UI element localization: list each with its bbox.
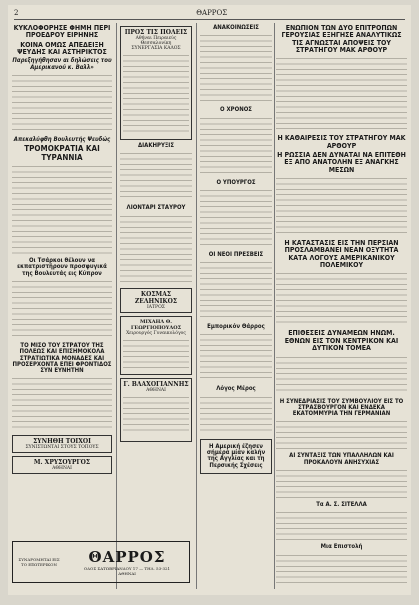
headline: Η ΚΑΤΑΣΤΑΣΙΣ ΕΙΣ ΤΗΝ ΠΕΡΣΙΑΝ ΠΡΟΣΛΑΜΒΑΝΕΙ ΝΕΑΝ ΟΞΥΤΗΤΑ ΚΑΤΑ ΛΟΓΟΥΣ ΑΜΕΡΙΚΑΝΙΚΟΥ ΠΟΛΕΜΙΚΟΥ bbox=[284, 239, 399, 270]
headline: ΤΟ ΜΙΣΟ ΤΟΥ ΣΤΡΑΤΟΥ ΤΗΣ ΠΟΛΕΩΣ ΚΑΙ ΕΠΙΣΗΜΟΚΟΛΑ ΣΤΡΑΤΙΩΤΙΚΑ ΜΟΝΑΔΕΣ ΚΑΙ ΠΡΟΣΕΡΧΟΝΤΑ ΕΠΕΙ ΦΡΟΝΤΙΔΟΣ ΣΥΝ ΕΥΝΗΤΗΝ bbox=[12, 341, 112, 375]
section-title: ΑΝΑΚΟΙΝΩΣΕΙΣ bbox=[213, 24, 259, 31]
notice-title: ΛΙΟΝΤΑΡΙ ΣΤΑΥΡΟΥ bbox=[126, 204, 186, 212]
notice-body bbox=[120, 151, 192, 201]
subhead: Ο ΥΠΟΥΡΓΟΣ bbox=[216, 178, 256, 186]
info-box bbox=[120, 26, 192, 140]
headline: Η ΣΥΝΕΔΡΙΑΣΙΣ ΤΟΥ ΣΥΜΒΟΥΛΙΟΥ ΕΙΣ ΤΟ ΣΤΡΑΣΒΟΥΡΓΟΝ ΚΑΙ ΕΝΔΕΚΑ ΕΚΑΤΟΜΜΥΡΙΑ ΤΗΝ ΓΕΡΜΑΝΙΑΝ bbox=[279, 397, 404, 418]
ad-title: ΜΙΧΑΗΛ Θ. ΓΕΩΡΓΙΟΠΟΥΛΟΣ bbox=[130, 318, 182, 331]
page-number: 2 bbox=[14, 9, 19, 17]
notice-text: Η Αμερική έζησεν σήμερα μίαν καλήν της Αγγλίας και τη Περσικής Σχέσεις bbox=[206, 442, 266, 469]
box-line: Θεσσαλονίκη bbox=[140, 41, 172, 46]
box-line: ΣΥΝΕΡΓΑΣΙΑ ΚΑΛΟΣ bbox=[131, 46, 181, 51]
headline: ΚΟΙΝΑ ΟΜΩΣ ΑΠΕΔΕΙΞΗ ΨΕΥΔΗΣ ΚΑΙ ΑΣΤΗΡΙΚΤΟΣ bbox=[17, 40, 107, 57]
subhead: Λόγος Μέρος bbox=[216, 385, 256, 393]
ad-title: ΣΥΝΗΘΗ ΤΟΙΧΟΙ bbox=[33, 438, 91, 446]
subhead: ΟΙ ΝΕΟΙ ΠΡΕΣΒΕΙΣ bbox=[208, 250, 264, 258]
kicker: Απεκαλύφθη Βουλευτής Ψευδώς bbox=[13, 135, 111, 143]
newspaper-page bbox=[8, 5, 411, 595]
box-line: Αθήναι Πειραιεύς bbox=[135, 36, 177, 41]
column-rule bbox=[196, 23, 197, 589]
ad-line: Χειρουργός Γυναικολόγος bbox=[126, 330, 186, 336]
masthead-city: ΑΘΗΝΑΙ bbox=[118, 571, 136, 576]
subhead: Παρεξηγήθησαν αι δηλώσεις του Αμερικανού κ. Βαλλ» bbox=[12, 57, 112, 71]
column-2 bbox=[120, 23, 192, 589]
subhead: Εμπορικόν Θάρρος bbox=[207, 323, 265, 331]
column-4 bbox=[276, 23, 407, 589]
headline: Η ΡΩΣΣΙΑ ΔΕΝ ΔΥΝΑΤΑΙ ΝΑ ΕΠΙΤΕΘΗ ΕΞ ΑΠΟ ΑΝΑΤΟΛΗΝ ΕΞ ΑΝΑΓΚΗΣ ΜΕΣΩΝ bbox=[277, 151, 406, 174]
masthead-address: ΟΔΟΣ ΣΑΤΩΒΡΙΑΝΔΟΥ 17 — ΤΗΛ. 53-321 bbox=[83, 566, 171, 571]
article-body bbox=[12, 164, 112, 254]
brief-title: Τα Α. Σ. ΣΙΤΕΛΛΑ bbox=[316, 500, 367, 508]
masthead-name: ΘΑΡΡΟΣ bbox=[88, 548, 166, 566]
brief-title: Μια Επιστολή bbox=[320, 543, 363, 551]
bottom-notice bbox=[200, 439, 272, 474]
advertisement bbox=[120, 288, 192, 313]
advertisement bbox=[120, 378, 192, 442]
headline: Η ΚΑΘΑΙΡΕΣΙΣ ΤΟΥ ΣΤΡΑΤΗΓΟΥ ΜΑΚ ΑΡΘΟΥΡ bbox=[277, 134, 406, 150]
column-1 bbox=[12, 23, 112, 589]
headline: ΑΙ ΣΥΝΤΑΞΙΣ ΤΩΝ ΥΠΑΛΛΗΛΩΝ ΚΑΙ ΠΡΟΚΑΛΟΥΝ ΑΝΗΣΥΧΙΑΣ bbox=[289, 452, 394, 466]
advertisement bbox=[120, 316, 192, 375]
box-title: ΠΡΟΣ ΤΙΣ ΠΟΛΕΙΣ bbox=[124, 29, 188, 36]
running-header bbox=[14, 9, 405, 20]
headline: ΚΥΚΛΟΦΟΡΗΣΕ ΦΗΜΗ ΠΕΡΙ ΠΡΟΕΔΡΟΥ ΕΙΡΗΝΗΣ bbox=[13, 24, 111, 40]
ad-line: ΑΘΗΝΑΙ bbox=[146, 387, 166, 393]
advertisement bbox=[12, 456, 112, 474]
ad-line: ΑΘΗΝΑΙ bbox=[52, 466, 72, 472]
ad-title: Μ. ΧΡΥΣΟΥΡΓΟΣ bbox=[33, 459, 91, 467]
notice-title: ΔΙΑΚΗΡΥΞΙΣ bbox=[137, 142, 175, 149]
headline: ΤΡΟΜΟΚΡΑΤΙΑ ΚΑΙ ΤΥΡΑΝΝΙΑ bbox=[24, 144, 100, 162]
ad-title: Γ. ΒΛΑΧΟΓΙΑΝΝΗΣ bbox=[123, 380, 189, 388]
headline: Οι Τσάρκοι θέλουν να εκπατριστήρουν προσφυγικά της Βουλευτάς εις Κύπρον bbox=[17, 257, 107, 277]
column-rule bbox=[116, 23, 117, 589]
headline: ΕΝΩΠΙΟΝ ΤΩΝ ΔΥΟ ΕΠΙΤΡΟΠΩΝ ΓΕΡΟΥΣΙΑΣ ΕΞΗΓΗΣΕ ΑΝΑΛΥΤΙΚΩΣ ΤΙΣ ΑΓΝΩΣΤΑΙ ΑΠΟΨΕΙΣ ΤΟΥ ΣΤΡΑΤΗΓΟΥ ΜΑΚ ΑΡΘΟΥΡ bbox=[281, 24, 402, 55]
notice-body bbox=[120, 214, 192, 284]
advertisement bbox=[12, 435, 112, 453]
article-body bbox=[12, 73, 112, 133]
running-title: ΘΑΡΡΟΣ bbox=[196, 9, 228, 17]
article-body bbox=[12, 376, 112, 431]
column-3 bbox=[200, 23, 272, 589]
ad-line: ΣΥΝΙΣΤΩΝΤΑΙ ΣΤΟΥΣ ΤΟΠΟΥΣ bbox=[25, 445, 99, 451]
masthead-left: ΣΥΝΔΡΟΜΗΤΑΙ ΕΙΣ ΤΟ ΕΞΩΤΕΡΙΚΟΝ bbox=[18, 557, 60, 567]
ad-title: ΚΟΣΜΑΣ ΖΕΛΗΝΙΚΟΣ bbox=[134, 290, 178, 305]
ad-line: ΙΑΤΡΟΣ bbox=[147, 304, 165, 310]
article-body bbox=[12, 279, 112, 339]
subhead: Ο ΧΡΟΝΟΣ bbox=[220, 106, 252, 114]
headline: ΕΠΙΘΕΣΕΙΣ ΔΥΝΑΜΕΩΝ ΗΝΩΜ. ΕΘΝΩΝ ΕΙΣ ΤΟΝ ΚΕΝΤΡΙΚΟΝ ΚΑΙ ΔΥΤΙΚΟΝ ΤΟΜΕΑ bbox=[284, 329, 399, 353]
column-rule bbox=[274, 23, 275, 589]
